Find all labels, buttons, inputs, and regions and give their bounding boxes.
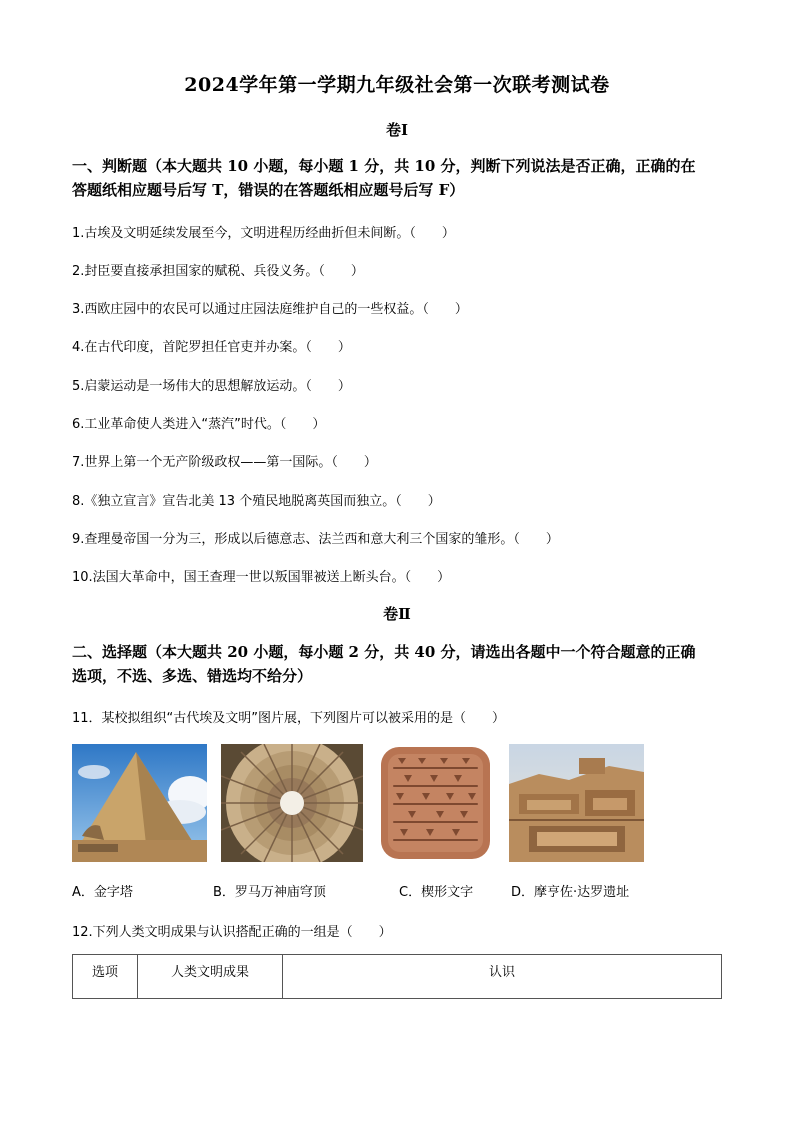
cuneiform-tablet-image [378,744,493,862]
section-1-heading [72,154,724,202]
volume-1-heading: 卷Ⅰ [385,121,409,139]
pyramid-image [72,744,207,862]
page-title: 2024学年第一学期九年级社会第一次联考测试卷 [184,74,610,96]
question-2: 2.封臣要直接承担国家的赋税、兵役义务。（ ） [72,264,364,279]
question-5: 5.启蒙运动是一场伟大的思想解放运动。（ ） [72,379,351,394]
question-4: 4.在古代印度，首陀罗担任官吏并办案。（ ） [72,340,351,355]
table-header-option: 选项 [73,955,138,999]
section-1-heading-line1: 一、判断题（本大题共 10 小题，每小题 1 分，共 10 分，判断下列说法是否正确，正确的在 [72,157,696,175]
question-12-stem: 12.下列人类文明成果与认识搭配正确的一组是（ ） [72,925,392,940]
option-d-caption: D．摩亨佐·达罗遗址 [511,885,630,900]
question-3: 3.西欧庄园中的农民可以通过庄园法庭维护自己的一些权益。（ ） [72,302,468,317]
section-1-heading-line2: 答题纸相应题号后写 T，错误的在答题纸相应题号后写 F） [72,181,465,199]
question-9: 9.查理曼帝国一分为三，形成以后德意志、法兰西和意大利三个国家的雏形。（ ） [72,532,559,547]
table-header-achievement: 人类文明成果 [138,955,283,999]
volume-2-heading: 卷Ⅱ [383,605,411,623]
section-2-heading [72,640,724,688]
table-header-understanding: 认识 [283,955,722,999]
question-11-stem: 11．某校拟组织“古代埃及文明”图片展，下列图片可以被采用的是（ ） [72,711,506,726]
section-2-heading-line2: 选项，不选、多选、错选均不给分） [72,667,313,685]
question-1: 1.古埃及文明延续发展至今，文明进程历经曲折但未间断。（ ） [72,226,455,241]
question-6: 6.工业革命使人类进入“蒸汽”时代。（ ） [72,417,326,432]
table-header-row [73,955,722,999]
question-8: 8.《独立宣言》宣告北美 13 个殖民地脱离英国而独立。（ ） [72,494,441,509]
mohenjo-daro-ruins-image [509,744,644,862]
question-10: 10.法国大革命中，国王查理一世以叛国罪被送上断头台。（ ） [72,570,451,585]
question-7: 7.世界上第一个无产阶级政权——第一国际。（ ） [72,455,377,470]
pantheon-dome-image [221,744,363,862]
option-a-caption: A．金字塔 [72,885,133,900]
option-c-caption: C．楔形文字 [399,885,474,900]
section-2-heading-line1: 二、选择题（本大题共 20 小题，每小题 2 分，共 40 分，请选出各题中一个符合题意的正确 [72,643,696,661]
option-b-caption: B．罗马万神庙穹顶 [213,885,326,900]
question-12-table [72,954,722,999]
